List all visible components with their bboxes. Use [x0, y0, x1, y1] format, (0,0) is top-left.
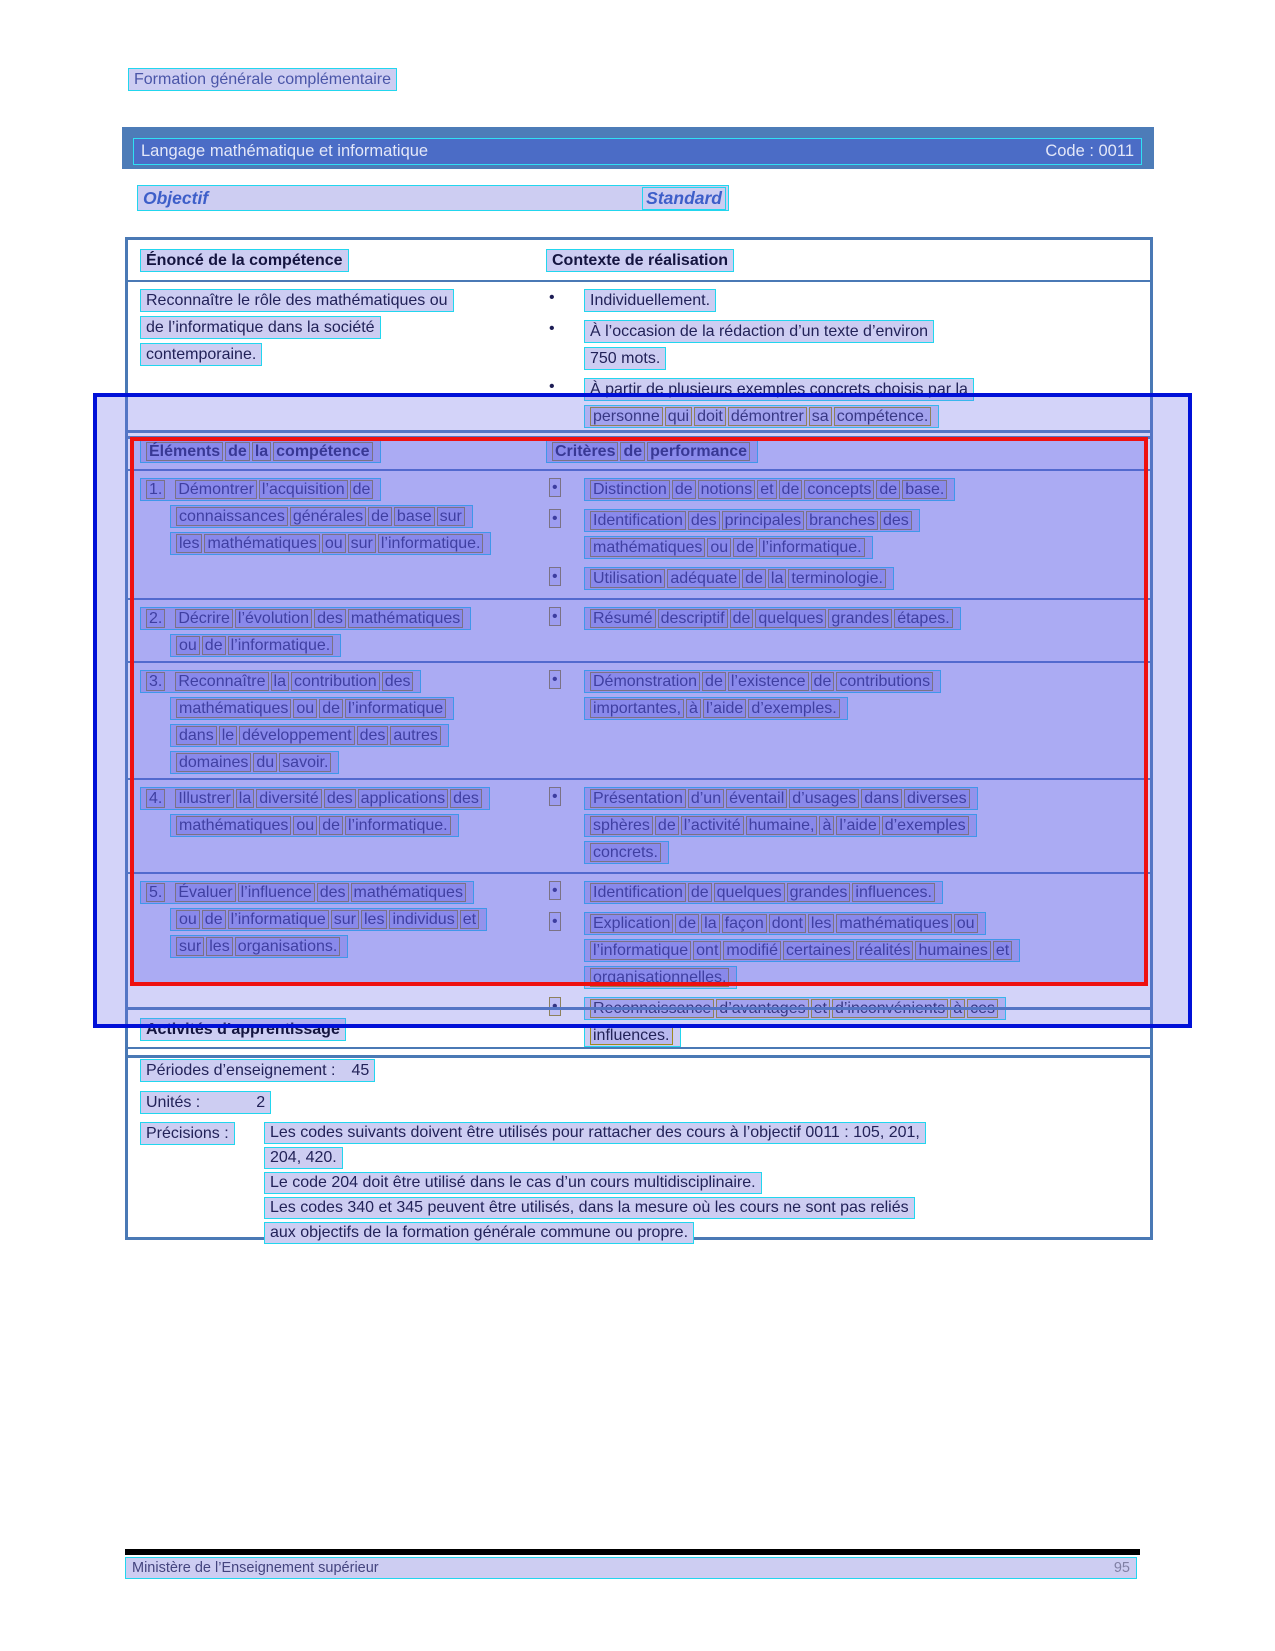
- periodes-value: 45: [351, 1062, 370, 1079]
- item-number: 1.: [146, 480, 165, 499]
- elements-row-1: [128, 471, 1150, 598]
- col-header-enonce: Énoncé de la compétence: [140, 249, 349, 272]
- elements-row-4: [128, 778, 1150, 872]
- page-number: 95: [1113, 1560, 1130, 1576]
- criteria-line: mathématiques ou de l’informatique.: [584, 536, 873, 559]
- periodes-label: Périodes d’enseignement :: [146, 1062, 336, 1079]
- element-line: Décrire l’évolution des mathématiques: [175, 610, 465, 627]
- precisions-line: 204, 420.: [264, 1147, 343, 1169]
- context-bullet: [546, 289, 1150, 316]
- course-code: Code : 0011: [1045, 142, 1134, 160]
- criteria-line: Identification des principales branches des: [584, 509, 920, 532]
- element-line: Reconnaître la contribution des: [175, 673, 415, 690]
- context-line: 750 mots.: [584, 347, 666, 370]
- enonce-table: [125, 237, 1153, 439]
- activites-header: [128, 1010, 1150, 1049]
- criteria-bullet: [546, 509, 1150, 563]
- criteria-line: Reconnaissance d’avantages et d’inconvénients à ces: [584, 997, 1006, 1020]
- element-line: les mathématiques ou sur l’informatique.: [170, 532, 491, 555]
- objectif-heading: Objectif: [143, 187, 209, 208]
- criteria-bullet: [546, 670, 1150, 724]
- bullet-icon: •: [549, 509, 561, 528]
- context-list: [546, 282, 1150, 436]
- criteria-line: Présentation d’un éventail d’usages dans diverses: [584, 787, 978, 810]
- bullet-icon: •: [549, 378, 555, 395]
- criteria-line: organisationnelles.: [584, 966, 737, 989]
- course-banner-line: [133, 138, 1142, 165]
- col-header-criteres: Critères de performance: [546, 440, 758, 463]
- activites-table: [125, 1007, 1153, 1240]
- bullet-icon: •: [549, 997, 561, 1016]
- context-line: À partir de plusieurs exemples concrets choisis par la: [584, 378, 974, 401]
- bullet-icon: •: [549, 912, 561, 931]
- bullet-icon: •: [549, 567, 561, 586]
- criteria-line: Distinction de notions et de concepts de base.: [584, 478, 955, 501]
- col-header-contexte: Contexte de réalisation: [546, 249, 734, 272]
- col-header-elements: Éléments de la compétence: [140, 440, 381, 463]
- bullet-icon: •: [549, 320, 555, 337]
- criteria-line: importantes, à l’aide d’exemples.: [584, 697, 848, 720]
- element-line: ou de l’informatique.: [170, 634, 341, 657]
- element-line: Démontrer l’acquisition de: [175, 481, 375, 498]
- element-line: ou de l’informatique sur les individus et: [170, 908, 487, 931]
- activites-body: [128, 1049, 1150, 1251]
- standard-heading: Standard: [642, 187, 726, 210]
- criteria-bullet: [546, 478, 1150, 505]
- elements-table-header: [128, 433, 1150, 471]
- unites-label: Unités :: [146, 1094, 201, 1111]
- elements-row-3: [128, 661, 1150, 778]
- bullet-icon: •: [549, 670, 561, 689]
- criteria-bullet: [546, 607, 1150, 634]
- item-number: 2.: [146, 609, 165, 628]
- precisions-line: Les codes 340 et 345 peuvent être utilisés, dans la mesure où les cours ne sont pas reliés: [264, 1197, 915, 1219]
- context-line: Individuellement.: [584, 289, 716, 312]
- criteria-line: influences.: [584, 1024, 681, 1047]
- element-line: mathématiques ou de l’informatique.: [170, 814, 459, 837]
- precisions-label: Précisions :: [140, 1122, 235, 1145]
- context-line: À l’occasion de la rédaction d’un texte d’environ: [584, 320, 934, 343]
- element-line: Évaluer l’influence des mathématiques: [175, 884, 468, 901]
- criteria-bullet: [546, 912, 1150, 993]
- criteria-line: Explication de la façon dont les mathématiques ou: [584, 912, 986, 935]
- precisions-text: [264, 1122, 926, 1247]
- course-title: Langage mathématique et informatique: [141, 142, 429, 160]
- objectif-standard-heading: [137, 185, 729, 211]
- context-bullet: [546, 320, 1150, 374]
- precisions-line: Les codes suivants doivent être utilisés pour rattacher des cours à l’objectif 0011 : 105, 201,: [264, 1122, 926, 1144]
- enonce-table-body: [128, 282, 1150, 436]
- course-banner: [122, 127, 1154, 169]
- criteria-bullet: [546, 787, 1150, 868]
- elements-row-2: [128, 598, 1150, 661]
- item-number: 4.: [146, 789, 165, 808]
- breadcrumb-label: Formation générale complémentaire: [128, 68, 397, 91]
- elements-table: [125, 430, 1153, 1058]
- competence-line: Reconnaître le rôle des mathématiques ou: [140, 289, 454, 312]
- competence-statement: [128, 282, 546, 436]
- criteria-line: sphères de l’activité humaine, à l’aide d’exemples: [584, 814, 977, 837]
- precisions-row: [140, 1122, 1150, 1247]
- competence-line: contemporaine.: [140, 343, 262, 366]
- activites-heading: Activités d’apprentissage: [140, 1018, 346, 1041]
- enonce-table-header: [128, 240, 1150, 282]
- element-line: dans le développement des autres: [170, 724, 449, 747]
- criteria-line: Résumé descriptif de quelques grandes étapes.: [584, 607, 961, 630]
- bullet-icon: •: [549, 289, 555, 306]
- criteria-line: Identification de quelques grandes influences.: [584, 881, 943, 904]
- criteria-bullet: [546, 567, 1150, 594]
- bullet-icon: •: [549, 607, 561, 626]
- bullet-icon: •: [549, 478, 561, 497]
- context-bullet: [546, 378, 1150, 432]
- element-line: connaissances générales de base sur: [170, 505, 473, 528]
- element-line: sur les organisations.: [170, 935, 348, 958]
- item-number: 3.: [146, 672, 165, 691]
- element-line: domaines du savoir.: [170, 751, 339, 774]
- criteria-line: l’informatique ont modifié certaines réalités humaines et: [584, 939, 1020, 962]
- footer: [125, 1557, 1137, 1579]
- periodes-row: [140, 1059, 1150, 1082]
- item-number: 5.: [146, 883, 165, 902]
- footer-text: Ministère de l’Enseignement supérieur: [132, 1560, 379, 1576]
- element-line: mathématiques ou de l’informatique: [170, 697, 454, 720]
- unites-row: [140, 1091, 1150, 1114]
- criteria-line: concrets.: [584, 841, 669, 864]
- criteria-line: Démonstration de l’existence de contributions: [584, 670, 941, 693]
- precisions-line: aux objectifs de la formation générale commune ou propre.: [264, 1222, 694, 1244]
- context-line: personne qui doit démontrer sa compétence.: [584, 405, 939, 428]
- unites-value: 2: [256, 1094, 266, 1111]
- precisions-line: Le code 204 doit être utilisé dans le cas d’un cours multidisciplinaire.: [264, 1172, 762, 1194]
- footer-rule: [125, 1549, 1140, 1555]
- bullet-icon: •: [549, 787, 561, 806]
- criteria-line: Utilisation adéquate de la terminologie.: [584, 567, 894, 590]
- element-line: Illustrer la diversité des applications des: [175, 790, 484, 807]
- competence-line: de l’informatique dans la société: [140, 316, 381, 339]
- breadcrumb: [128, 68, 397, 91]
- bullet-icon: •: [549, 881, 561, 900]
- criteria-bullet: [546, 881, 1150, 908]
